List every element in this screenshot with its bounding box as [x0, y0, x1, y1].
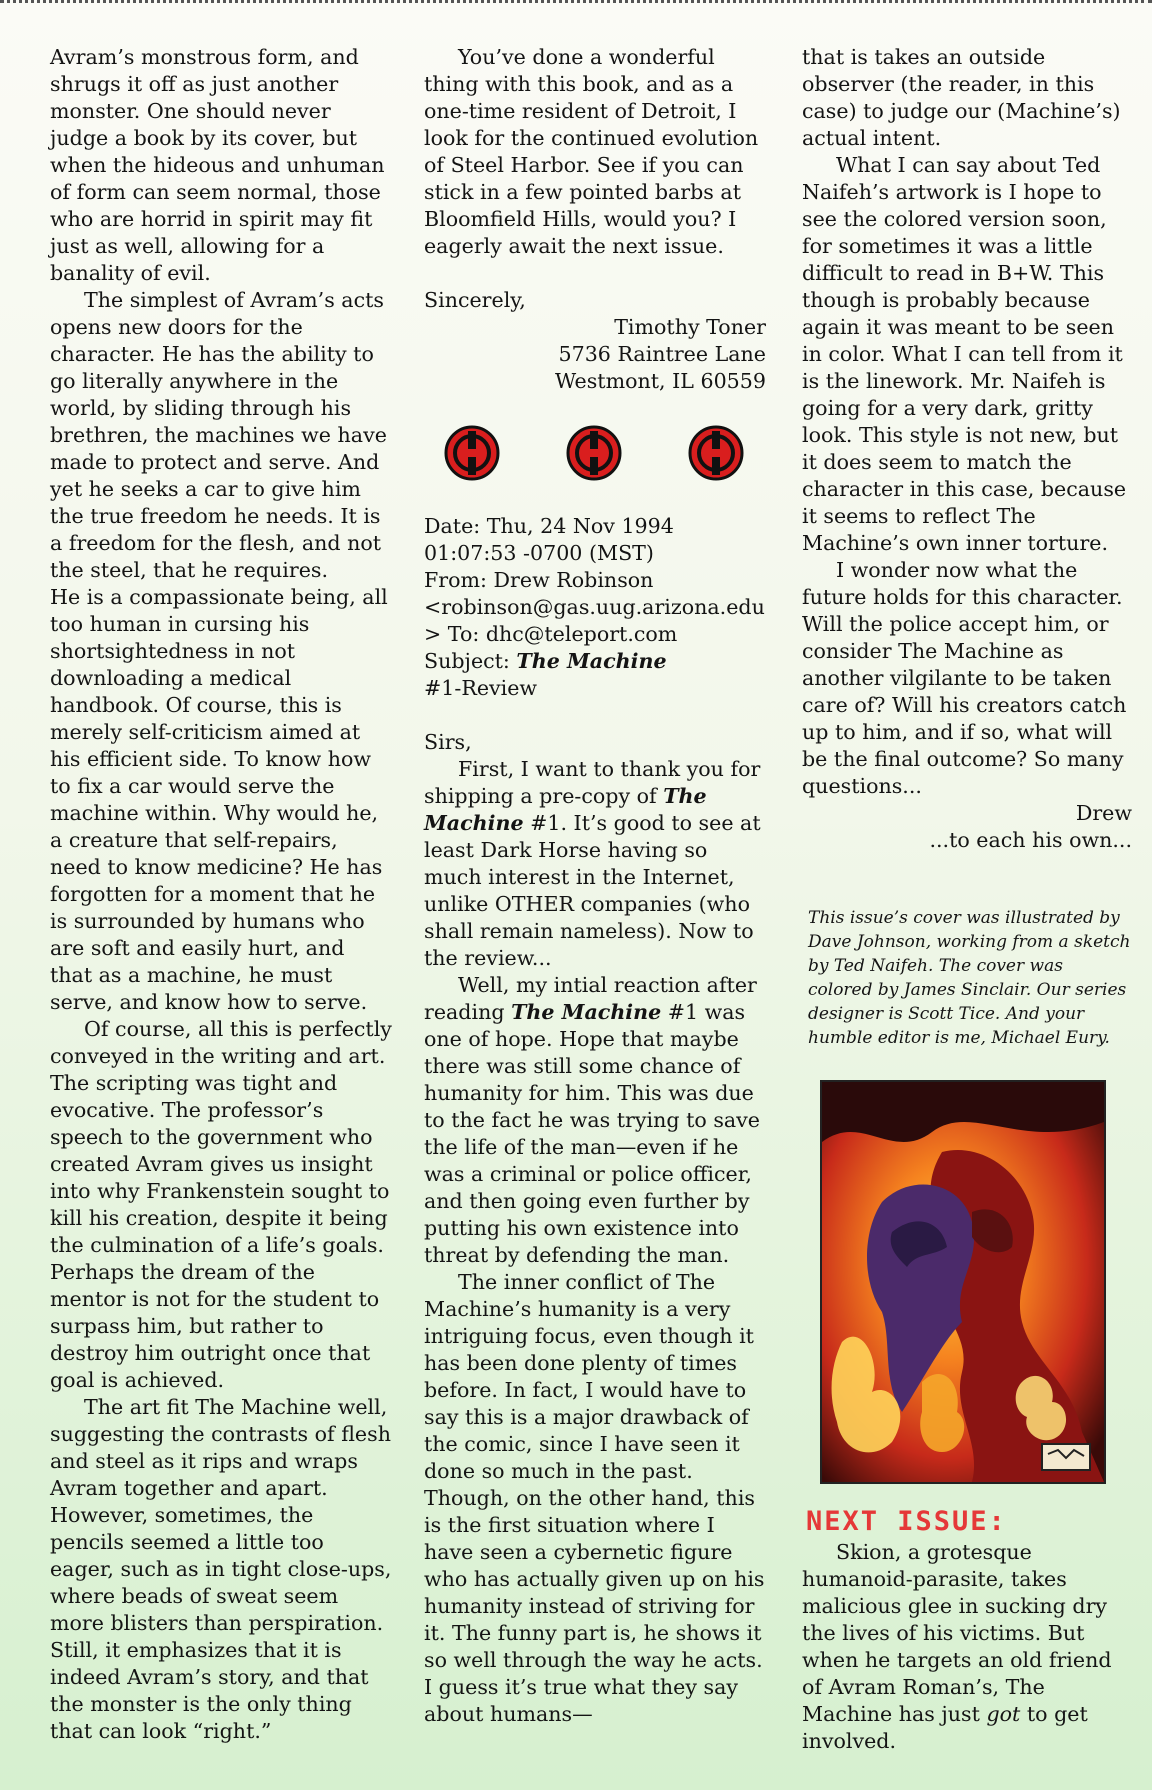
- next-issue-heading: NEXT ISSUE:: [806, 1506, 1007, 1537]
- paragraph: Of course, all this is perfectly conveyed in the writing and art. The scripting was tight and evocative. The professor’s speech to the government who created Avram gives us insight into why Frankenstein sought to kill his creation, despite it being the culmination of a life’s goals. Perhaps the dream of the mentor is not for the student to surpass him, but rather to destroy him outright once that goal is achieved.: [50, 1017, 392, 1392]
- signature-city: Westmont, IL 60559: [555, 369, 766, 393]
- email-from: From: Drew Robinson: [424, 568, 654, 592]
- column-1: [50, 44, 392, 1745]
- paragraph: First, I want to thank you for shipping a pre-copy of The Machine #1. It’s good to see at least Dark Horse having so much interest in the Internet, unlike OTHER companies (who shall remain nameless). Now to the review...: [424, 757, 761, 970]
- emphasis: got: [986, 1702, 1021, 1726]
- machine-logo-icon: [444, 425, 500, 481]
- paragraph: I wonder now what the future holds for this character. Will the police accept him, or consider The Machine as another vilgilante to be taken care of? Will his creators catch up to him, and if so, what will be the final outcome? So many questions...: [802, 558, 1127, 798]
- letter-salutation: Sirs,: [424, 730, 472, 754]
- paragraph: The inner conflict of The Machine’s humanity is a very intriguing focus, even though it has been done plenty of times before. In fact, I would have to say this is a major drawback of the comic, since I have seen it done so much in the past. Though, on the other hand, this is the first situation where I have seen a cybernetic figure who has actually given up on his humanity instead of striving for it. The funny part is, he shows it so well through the way he acts. I guess it’s true what they say about humans—: [424, 1270, 765, 1726]
- cover-illustration: [822, 1082, 1104, 1482]
- signature-name: Timothy Toner: [614, 315, 766, 339]
- email-header: [424, 513, 766, 702]
- next-issue-cover-art: [820, 1080, 1106, 1484]
- letter-signature-tagline: ...to each his own...: [929, 828, 1132, 852]
- email-time: 01:07:53 -0700 (MST): [424, 541, 654, 565]
- column-2: [424, 44, 766, 1728]
- paragraph: that is takes an outside observer (the reader, in this case) to judge our (Machine’s) actual intent.: [802, 45, 1121, 150]
- top-dotted-rule: [0, 0, 1152, 3]
- machine-logo-icon: [688, 425, 744, 481]
- letter-signature-name: Drew: [1075, 801, 1132, 825]
- letter-closing-paragraph: You’ve done a wonderful thing with this book, and as a one-time resident of Detroit, I look for the continued evolution of Steel Harbor. See if you can stick in a few pointed barbs at Bloomfield Hills, would you? I eagerly await the next issue.: [424, 45, 759, 258]
- email-to: > To: dhc@teleport.com: [424, 622, 678, 646]
- signature-street: 5736 Raintree Lane: [558, 342, 766, 366]
- email-date: Date: Thu, 24 Nov 1994: [424, 514, 674, 538]
- email-subject: [424, 648, 766, 675]
- subject-prefix: Subject:: [424, 649, 517, 673]
- separator-icons: [444, 425, 744, 481]
- letter-signature: [424, 314, 766, 395]
- paragraph: The art fit The Machine well, suggesting the contrasts of flesh and steel as it rips and wraps Avram together and apart. However, sometimes, the pencils seemed a little too eager, such as in tight close-ups, where beads of sweat seem more blisters than perspiration. Still, it emphasizes that it is indeed Avram’s story, and that the monster is the only thing that can look “right.”: [50, 1395, 392, 1743]
- column-3: [802, 44, 1132, 1755]
- paragraph: What I can say about Ted Naifeh’s artwork is I hope to see the colored version soon, for sometimes it was a little difficult to read in B+W. This though is probably because again it was meant to be seen in color. What I can tell from it is the linework. Mr. Naifeh is going for a very dark, gritty look. This style is not new, but it does seem to match the character in this case, because it seems to reflect The Machine’s own inner torture.: [802, 153, 1127, 555]
- paragraph: He is a compassionate being, all too human in cursing his shortsightedness in not downloading a medical handbook. Of course, this is merely self-criticism aimed at his efficient side. To know how to fix a car would serve the machine within. Why would he, a creature that self-repairs, need to know medicine? He has forgotten for a moment that he is surrounded by humans who are soft and easily hurt, and that as a machine, he must serve, and know how to serve.: [50, 585, 388, 1014]
- book-title: The Machine: [424, 784, 707, 835]
- paragraph: Well, my intial reaction after reading The Machine #1 was one of hope. Hope that maybe there was still some chance of humanity for him. This was due to the fact he was trying to save the life of the man—even if he was a criminal or police officer, and then going even further by putting his own existence into threat by defending the man.: [424, 973, 760, 1267]
- paragraph: The simplest of Avram’s acts opens new doors for the character. He has the ability to go literally anywhere in the world, by sliding through his brethren, the machines we have made to protect and serve. And yet he seeks a car to give him the true freedom he needs. It is a freedom for the flesh, and not the steel, that he requires.: [50, 288, 387, 582]
- book-title: The Machine: [511, 1000, 662, 1024]
- machine-logo-icon: [566, 425, 622, 481]
- letter-signoff: Sincerely,: [424, 288, 526, 312]
- paragraph: Avram’s monstrous form, and shrugs it off as just another monster. One should never judge a book by its cover, but when the hideous and unhuman of form can seem normal, those who are horrid in spirit may fit just as well, allowing for a banality of evil.: [50, 45, 385, 285]
- next-issue-blurb: Skion, a grotesque humanoid-parasite, takes malicious glee in sucking dry the lives of his victims. But when he targets an old friend of Avram Roman’s, The Machine has just got to get involved.: [802, 1540, 1112, 1753]
- email-subject-suffix: #1-Review: [424, 676, 538, 700]
- cover-credits: This issue’s cover was illustrated by Dave Johnson, working from a sketch by Ted Naifeh. The cover was colored by James Sinclair. Our series designer is Scott Tice. And your humble editor is me, Michael Eury.: [808, 908, 1131, 1048]
- subject-title: The Machine: [516, 649, 667, 673]
- email-from-address: <robinson@gas.uug.arizona.edu: [424, 595, 765, 619]
